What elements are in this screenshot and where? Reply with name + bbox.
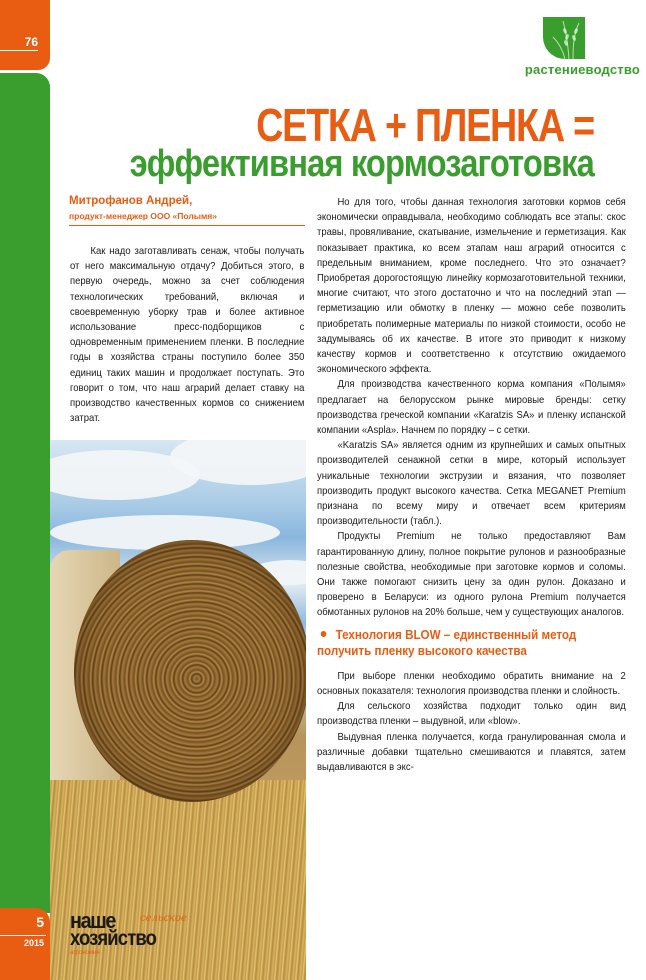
wheat-icon <box>543 17 585 59</box>
author-role: продукт-менеджер ООО «Полымя» <box>69 211 217 221</box>
hay-bale-photo <box>50 440 306 980</box>
side-stripe <box>0 73 50 913</box>
paragraph: Но для того, чтобы данная технология заготовки кормов себя экономически оправдывала, необходимо соблюдать все этапы: скос травы, провяливание, скатывание, измельчение и герметизация. Как показывает практика, ко всем этапам наш аграрий относится с предельным вниманием, кроме последнего. Что это означает? Приобретая дорогостоящую линейку кормозаготовительной техники, многие считают, что этого достаточно и что на последний этап — герметизацию или обмотку в пленку — можно себе позволить приобретать полимерные материалы по низкой стоимости, особо не задумываясь об их качестве. В итоге это приводит к низкому качеству кормов и соответственно к отсутствию ожидаемого экономического эффекта. <box>317 197 626 376</box>
paragraph: Для производства качественного корма компания «Полымя» предлагает на белорусском рынке мировые бренды: сетку производства греческой компании «Karatzis SA» и пленку испанской компании «Aspla». Начнем по порядку – с сетки. <box>317 379 626 437</box>
divider <box>69 225 305 226</box>
subheading-text: Технология BLOW – единственный метод получить пленку высокого качества <box>317 627 577 658</box>
logo-word1: наше <box>70 908 116 933</box>
bullet-icon <box>321 631 327 637</box>
divider <box>0 50 38 51</box>
issue-year: 2015 <box>23 938 44 948</box>
headline-line1: СЕТКА + ПЛЕНКА = <box>256 99 594 151</box>
headline-line2: эффективная кормозаготовка <box>129 143 594 185</box>
logo-sub: агрономия <box>70 950 100 956</box>
paragraph: Продукты Premium не только предоставляют Вам гарантированную длину, полное покрытие рулонов и разнообразные полезные свойства, необходимые при заготовке кормов и соломы. Они также помогают снизить цену за один рулон. Доказано и проверено в Беларуси: из одного рулона Premium получается обмотанных рулонов на 20% больше, чем у существующих аналогов. <box>317 531 626 619</box>
hay-bale <box>74 540 306 802</box>
paragraph: Выдувная пленка получается, когда гранулированная смола и различные добавки тщательно смешиваются и плавятся, затем выдавливаются в экс- <box>317 731 626 773</box>
paragraph: При выборе пленки необходимо обратить внимание на 2 основных показателя: технология производства пленки и слойность. <box>317 670 626 697</box>
author-name: Митрофанов Андрей, <box>69 195 193 207</box>
page-tab-top <box>0 0 50 70</box>
issue-number: 5 <box>36 914 44 930</box>
article-column-right <box>317 195 626 775</box>
section-label: растениеводство <box>524 62 640 77</box>
logo-word2: хозяйство <box>70 927 157 950</box>
subheading <box>317 627 626 659</box>
logo-script: сельское <box>140 913 187 924</box>
divider <box>0 935 46 936</box>
issue-tab <box>0 908 50 980</box>
article-column-left <box>70 244 304 426</box>
paragraph: Для сельского хозяйства подходит только один вид производства пленки – выдувной, или «blow». <box>317 701 626 728</box>
paragraph: «Karatzis SA» является одним из крупнейших и самых опытных производителей сенажной сетки в мире, который использует уникальные технологии экструзии и вязания, что позволяет производить продукт высокого качества. Сетка MEGANET Premium признана по всему миру и отвечает всем критериям производительности (табл.). <box>317 440 626 528</box>
page-number: 76 <box>24 35 38 49</box>
paragraph: Как надо заготавливать сенаж, чтобы получать от него максимальную отдачу? Добиться этого, в первую очередь, можно за счет соблюдения технологических требований, включая и своевременную уборку трав и более активное использование пресс-подборщиков с одновременным применением пленки. В последние годы в хозяйства страны поступило более 350 единиц таких машин и продолжает поступать. Это говорит о том, что наш аграрий делает ставку на производство качественных кормов со снижением затрат. <box>70 246 305 425</box>
